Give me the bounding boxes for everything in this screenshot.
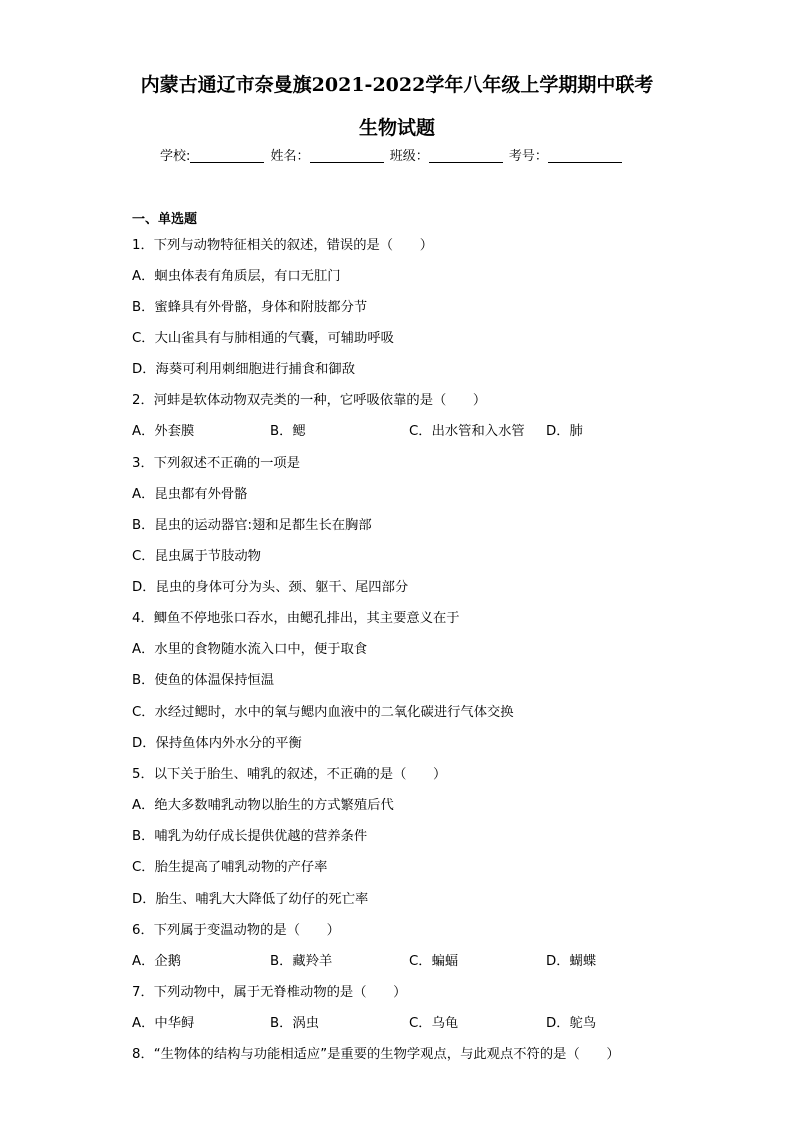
name-field[interactable] [310, 148, 384, 163]
question-8-stem: 8．“生物体的结构与功能相适应”是重要的生物学观点，与此观点不符的是（ ） [132, 1047, 620, 1062]
question-1-option-c: C．大山雀具有与肺相通的气囊，可辅助呼吸 [132, 331, 394, 346]
question-4-option-a: A．水里的食物随水流入口中，便于取食 [132, 642, 368, 657]
question-1-option-a: A．蛔虫体表有角质层，有口无肛门 [132, 269, 341, 284]
question-5-option-d: D．胎生、哺乳大大降低了幼仔的死亡率 [132, 892, 369, 907]
question-6-option-a: A．企鹅 [132, 954, 181, 969]
name-label: 姓名： [270, 149, 310, 164]
question-3-option-c: C．昆虫属于节肢动物 [132, 549, 261, 564]
question-5-option-a: A．绝大多数哺乳动物以胎生的方式繁殖后代 [132, 798, 394, 813]
question-5-option-b: B．哺乳为幼仔成长提供优越的营养条件 [132, 829, 368, 844]
student-info-row [160, 145, 624, 164]
question-2-option-a: A．外套膜 [132, 424, 195, 439]
question-4-option-c: C．水经过鳃时，水中的氧与鳃内血液中的二氧化碳进行气体交换 [132, 705, 514, 720]
question-3-option-d: D．昆虫的身体可分为头、颈、躯干、尾四部分 [132, 580, 409, 595]
question-2-stem: 2．河蚌是软体动物双壳类的一种，它呼吸依靠的是（ ） [132, 393, 487, 408]
question-3-option-a: A．昆虫都有外骨骼 [132, 487, 248, 502]
question-1-option-d: D．海葵可利用刺细胞进行捕食和御敌 [132, 362, 355, 377]
question-2-option-c: C．出水管和入水管 [409, 424, 525, 439]
question-7-stem: 7．下列动物中，属于无脊椎动物的是（ ） [132, 985, 407, 1000]
question-6-option-d: D．蝴蝶 [546, 954, 597, 969]
question-7-option-d: D．鸵鸟 [546, 1016, 597, 1031]
question-3-stem: 3．下列叙述不正确的一项是 [132, 456, 301, 471]
question-3-option-b: B．昆虫的运动器官:翅和足都生长在胸部 [132, 518, 372, 533]
class-field[interactable] [429, 148, 503, 163]
question-5-stem: 5．以下关于胎生、哺乳的叙述，不正确的是（ ） [132, 767, 447, 782]
question-7-option-a: A．中华鲟 [132, 1016, 195, 1031]
question-1-stem: 1．下列与动物特征相关的叙述，错误的是（ ） [132, 238, 433, 253]
exam-subject: 生物试题 [358, 117, 435, 139]
question-6-stem: 6．下列属于变温动物的是（ ） [132, 923, 340, 938]
question-2-option-d: D．肺 [546, 424, 583, 439]
question-2-option-b: B．鳃 [270, 424, 306, 439]
question-5-option-c: C．胎生提高了哺乳动物的产仔率 [132, 860, 328, 875]
school-field[interactable] [190, 148, 264, 163]
question-4-option-d: D．保持鱼体内外水分的平衡 [132, 736, 302, 751]
class-label: 班级： [389, 149, 429, 164]
exam-title: 内蒙古通辽市奈曼旗2021-2022学年八年级上学期期中联考 [140, 74, 654, 96]
exam-number-field[interactable] [548, 148, 622, 163]
question-6-option-b: B．藏羚羊 [270, 954, 333, 969]
exam-number-label: 考号： [508, 149, 548, 164]
question-4-stem: 4．鲫鱼不停地张口吞水，由鳃孔排出，其主要意义在于 [132, 611, 460, 626]
school-label: 学校: [160, 149, 191, 164]
question-6-option-c: C．蝙蝠 [409, 954, 459, 969]
question-7-option-c: C．乌龟 [409, 1016, 459, 1031]
question-7-option-b: B．涡虫 [270, 1016, 320, 1031]
question-4-option-b: B．使鱼的体温保持恒温 [132, 673, 275, 688]
section-title: 一、单选题 [132, 212, 198, 227]
question-1-option-b: B．蜜蜂具有外骨骼，身体和附肢都分节 [132, 300, 368, 315]
